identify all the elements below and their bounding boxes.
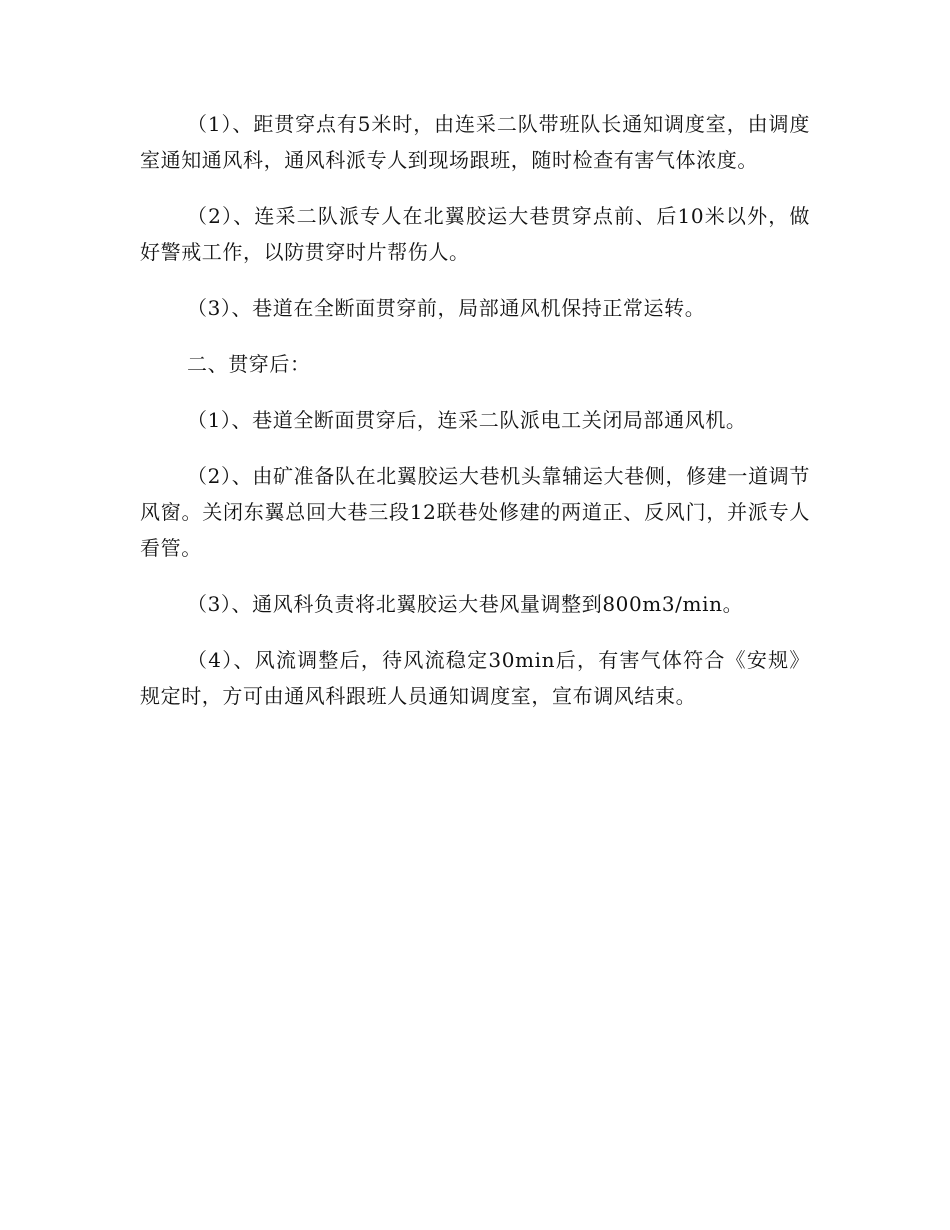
paragraph-before-3: （3）、巷道在全断面贯穿前，局部通风机保持正常运转。: [187, 296, 706, 320]
paragraph-before-1: （1）、距贯穿点有5米时，由连采二队带班队长通知调度室，由调度室通知通风科，通风科派专人到现场跟班，随时检查有害气体浓度。: [140, 112, 810, 172]
paragraph-after-4: （4）、风流调整后，待风流稳定30min后，有害气体符合《安规》规定时，方可由通风科跟班人员通知调度室，宣布调风结束。: [140, 648, 810, 708]
paragraph-after-2: （2）、由矿准备队在北翼胶运大巷机头靠辅运大巷侧，修建一道调节风窗。关闭东翼总回大巷三段12联巷处修建的两道正、反风门，并派专人看管。: [140, 464, 810, 560]
document-page: [140, 106, 810, 734]
section-heading-after: 二、贯穿后：: [187, 352, 311, 376]
paragraph-after-3: （3）、通风科负责将北翼胶运大巷风量调整到800m3/min。: [187, 592, 744, 616]
paragraph-before-2: （2）、连采二队派专人在北翼胶运大巷贯穿点前、后10米以外，做好警戒工作，以防贯穿时片帮伤人。: [140, 204, 810, 264]
paragraph-after-1: （1）、巷道全断面贯穿后，连采二队派电工关闭局部通风机。: [187, 408, 747, 432]
